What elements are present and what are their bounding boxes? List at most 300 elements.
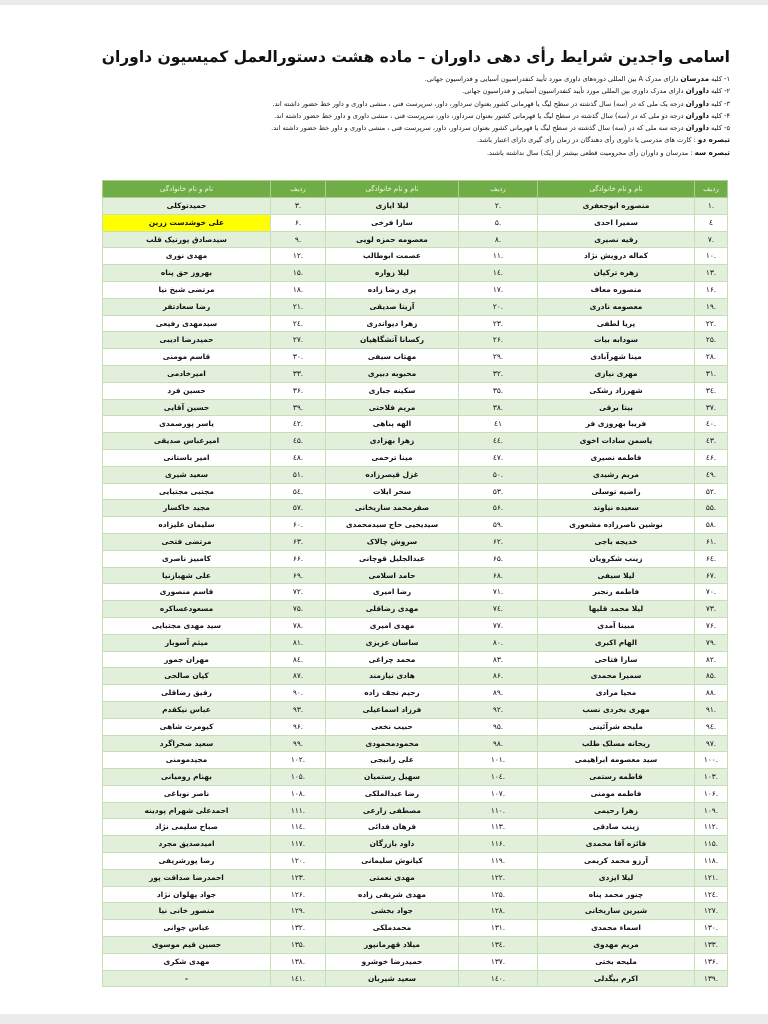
header-full-name-2: نام و نام خانوادگی: [326, 181, 459, 198]
row-number-cell: .۲۸: [695, 349, 728, 366]
full-name-cell: رضا عبدالملکی: [326, 785, 459, 802]
full-name-cell: نوشین ناصرزاده مشعوری: [538, 517, 695, 534]
full-name-cell: رحیم نجف زاده: [326, 685, 459, 702]
full-name-cell: مریم رشیدی: [538, 466, 695, 483]
row-number-cell: .۳۵: [459, 382, 538, 399]
row-number-cell: .۳۹: [271, 399, 326, 416]
top-bar: [0, 0, 768, 5]
table-row: [103, 517, 728, 534]
full-name-cell: علی رانیجی: [326, 752, 459, 769]
table-row: [103, 281, 728, 298]
row-number-cell: .۹: [271, 231, 326, 248]
row-number-cell: .۱٤۱: [271, 970, 326, 987]
row-number-cell: .۸۶: [459, 668, 538, 685]
row-number-cell: .۱۰۰: [695, 752, 728, 769]
note-bold: داوران: [685, 110, 710, 120]
full-name-cell: الهام اکبری: [538, 634, 695, 651]
row-number-cell: .۱۱۱: [271, 802, 326, 819]
note-line: [150, 134, 730, 146]
row-number-cell: .۲۱: [271, 298, 326, 315]
full-name-cell: رفیق رضاقلی: [103, 685, 271, 702]
table-row: [103, 718, 728, 735]
full-name-cell: احمدرضا صداقت پور: [103, 869, 271, 886]
row-number-cell: .۷۲: [271, 584, 326, 601]
table-row: [103, 735, 728, 752]
table-row: [103, 466, 728, 483]
full-name-cell: سعید شیری: [103, 466, 271, 483]
row-number-cell: .۶۰: [271, 517, 326, 534]
full-name-cell: میثم آسوبار: [103, 634, 271, 651]
full-name-cell: مهدی شریفی زاده: [326, 886, 459, 903]
full-name-cell: فرهان فدائی: [326, 819, 459, 836]
full-name-cell: یاسر پورصمدی: [103, 416, 271, 433]
row-number-cell: .۶۸: [459, 567, 538, 584]
row-number-cell: .۳۳: [271, 365, 326, 382]
full-name-cell: کامبیز ناصری: [103, 550, 271, 567]
row-number-cell: .۱۲۰: [271, 853, 326, 870]
row-number-cell: .۸٤: [271, 651, 326, 668]
row-number-cell: .۱۰۹: [695, 802, 728, 819]
row-number-cell: .۱۱۹: [459, 853, 538, 870]
row-number-cell: .۲۰: [459, 298, 538, 315]
row-number-cell: .۵۶: [459, 500, 538, 517]
full-name-cell: ساسان عزیزی: [326, 634, 459, 651]
row-number-cell: .۱۰۵: [271, 769, 326, 786]
full-name-cell: کماله درویش نژاد: [538, 248, 695, 265]
full-name-cell: سمیرا احدی: [538, 214, 695, 231]
row-number-cell: .۱۰۱: [459, 752, 538, 769]
table-row: [103, 483, 728, 500]
note-bold: داوران: [685, 86, 710, 96]
full-name-cell: فاطمه مومنی: [538, 785, 695, 802]
full-name-cell: سیدصادق پورنیک قلب: [103, 231, 271, 248]
row-number-cell: .۱۰۳: [695, 769, 728, 786]
full-name-cell: امیر باستانی: [103, 449, 271, 466]
full-name-cell: سهیل رستمیان: [326, 769, 459, 786]
note-bold: داوران: [685, 98, 710, 108]
row-number-cell: .۸۵: [695, 668, 728, 685]
full-name-cell: عصمت ابوطالب: [326, 248, 459, 265]
row-number-cell: .۱: [695, 198, 728, 215]
page-title: اسامی واجدین شرایط رأی دهی داوران – ماده هشت دستورالعمل کمیسیون داوران: [101, 48, 730, 66]
table-row: [103, 869, 728, 886]
note-line: [150, 122, 730, 134]
full-name-cell: سروش چالاک: [326, 533, 459, 550]
full-name-cell: سعید صحراگرد: [103, 735, 271, 752]
row-number-cell: .۱۰۷: [459, 785, 538, 802]
row-number-cell: .۱۲۷: [695, 903, 728, 920]
row-number-cell: .۶۷: [695, 567, 728, 584]
row-number-cell: .۷۵: [271, 601, 326, 618]
row-number-cell: .۸۲: [695, 651, 728, 668]
row-number-cell: .۱۱۵: [695, 836, 728, 853]
note-line: [150, 73, 730, 85]
row-number-cell: .۲: [459, 198, 538, 215]
row-number-cell: .۱۰۲: [271, 752, 326, 769]
referees-table: [102, 180, 728, 987]
row-number-cell: .۱۸: [271, 281, 326, 298]
row-number-cell: .۶: [271, 214, 326, 231]
full-name-cell: مجید خاکسار: [103, 500, 271, 517]
row-number-cell: .۸۱: [271, 634, 326, 651]
row-number-cell: ٤: [695, 214, 728, 231]
row-number-cell: .۱۲٤: [695, 886, 728, 903]
full-name-cell: مرتضی شیخ نیا: [103, 281, 271, 298]
note-prefix: ۱- کلیه: [709, 75, 730, 83]
table-row: [103, 752, 728, 769]
note-prefix: ۴- کلیه: [709, 111, 730, 120]
table-row: [103, 970, 728, 987]
full-name-cell: احمدعلی شهرام پودینه: [103, 802, 271, 819]
full-name-cell: سارا فرخی: [326, 214, 459, 231]
full-name-cell: ملیحه بختی: [538, 953, 695, 970]
note-line: [150, 147, 730, 159]
table-row: [103, 802, 728, 819]
full-name-cell: مهری بخردی نسب: [538, 701, 695, 718]
full-name-cell: لیلا زواره: [326, 265, 459, 282]
full-name-cell: بهروز حق پناه: [103, 265, 271, 282]
table-row: [103, 533, 728, 550]
header-row-number-3: ردیف: [271, 181, 326, 198]
table-row: [103, 886, 728, 903]
full-name-cell: علی خوشدست زرین: [103, 214, 271, 231]
row-number-cell: .۶۵: [459, 550, 538, 567]
row-number-cell: .۱۱۷: [271, 836, 326, 853]
row-number-cell: .۱۲۵: [459, 886, 538, 903]
table-row: [103, 853, 728, 870]
full-name-cell: زهره ترکیان: [538, 265, 695, 282]
row-number-cell: .۵۳: [459, 483, 538, 500]
row-number-cell: .۹۹: [271, 735, 326, 752]
row-number-cell: .۱۳۱: [459, 920, 538, 937]
full-name-cell: شیرین ساریخانی: [538, 903, 695, 920]
row-number-cell: .۱۲۱: [695, 869, 728, 886]
full-name-cell: محمودمحمودی: [326, 735, 459, 752]
row-number-cell: .۷۰: [695, 584, 728, 601]
full-name-cell: رضا امیری: [326, 584, 459, 601]
full-name-cell: سکینه جباری: [326, 382, 459, 399]
full-name-cell: میلاد قهرمانپور: [326, 937, 459, 954]
full-name-cell: محیا مرادی: [538, 685, 695, 702]
row-number-cell: .۱۵: [271, 265, 326, 282]
row-number-cell: .۱۳۳: [695, 937, 728, 954]
row-number-cell: .۱۰۸: [271, 785, 326, 802]
table-row: [103, 785, 728, 802]
note-text: درجه دو ملی که در (سه) سال گذشته در سطح لیگ یا قهرمانی کشور بعنوان سرداور، داور، سرپرست فنی ، منشی داوری و داور خط حضور داشته اند.: [274, 111, 686, 120]
row-number-cell: .۱۹: [695, 298, 728, 315]
note-bold: مدرسان: [680, 74, 710, 83]
table-row: [103, 365, 728, 382]
full-name-cell: مهتاب سیفی: [326, 349, 459, 366]
row-number-cell: .٤۳: [695, 433, 728, 450]
row-number-cell: .۱۱۸: [695, 853, 728, 870]
row-number-cell: .۲۶: [459, 332, 538, 349]
row-number-cell: .۸۹: [459, 685, 538, 702]
table-row: [103, 617, 728, 634]
full-name-cell: فاطمه نصیری: [538, 449, 695, 466]
row-number-cell: .٤۵: [271, 433, 326, 450]
notes-list: [150, 73, 730, 159]
table-row: [103, 937, 728, 954]
row-number-cell: .۱۷: [459, 281, 538, 298]
row-number-cell: .۱۱۳: [459, 819, 538, 836]
row-number-cell: .۶۲: [459, 533, 538, 550]
full-name-cell: سیدیحیی حاج سیدمحمدی: [326, 517, 459, 534]
full-name-cell: الهه پناهی: [326, 416, 459, 433]
note-line: [150, 85, 730, 97]
full-name-cell: مریم فلاحتی: [326, 399, 459, 416]
full-name-cell: معصومه حمزه لویی: [326, 231, 459, 248]
row-number-cell: .۵٤: [271, 483, 326, 500]
row-number-cell: .۷: [695, 231, 728, 248]
full-name-cell: مهران جمور: [103, 651, 271, 668]
row-number-cell: .۷۱: [459, 584, 538, 601]
row-number-cell: .۱۰۶: [695, 785, 728, 802]
row-number-cell: .۹۰: [271, 685, 326, 702]
full-name-cell: رکسانا آتشگاهیان: [326, 332, 459, 349]
row-number-cell: .۶۹: [271, 567, 326, 584]
full-name-cell: مجیدمومنی: [103, 752, 271, 769]
full-name-cell: لیلا محمد قلیها: [538, 601, 695, 618]
full-name-cell: لیلا ایازی: [326, 198, 459, 215]
table-row: [103, 198, 728, 215]
note-text: دارای مدرک داوری بین المللی مورد تأیید کنفدراسیون آسیایی و فدراسیون جهانی.: [462, 87, 686, 96]
table-row: [103, 685, 728, 702]
row-number-cell: .۹۶: [271, 718, 326, 735]
table-row: [103, 231, 728, 248]
full-name-cell: مرتضی فتحی: [103, 533, 271, 550]
full-name-cell: منصور خانی نیا: [103, 903, 271, 920]
full-name-cell: منصوره ابوجعفری: [538, 198, 695, 215]
row-number-cell: .۲۷: [271, 332, 326, 349]
row-number-cell: .٤۰: [695, 416, 728, 433]
full-name-cell: مینا شهرآبادی: [538, 349, 695, 366]
full-name-cell: محمد چراغی: [326, 651, 459, 668]
row-number-cell: .۱۱: [459, 248, 538, 265]
full-name-cell: مبینا آمدی: [538, 617, 695, 634]
full-name-cell: امیرعباس صدیقی: [103, 433, 271, 450]
row-number-cell: .۲۵: [695, 332, 728, 349]
header-row-number-2: ردیف: [459, 181, 538, 198]
row-number-cell: .٤۹: [695, 466, 728, 483]
full-name-cell: سحر ایلات: [326, 483, 459, 500]
bottom-bar: [0, 1014, 768, 1024]
full-name-cell: سودابه بیات: [538, 332, 695, 349]
row-number-cell: .۵۷: [271, 500, 326, 517]
full-name-cell: خدیجه باجی: [538, 533, 695, 550]
full-name-cell: سمیرا محمدی: [538, 668, 695, 685]
full-name-cell: بهنام رومیانی: [103, 769, 271, 786]
full-name-cell: عباس جوانی: [103, 920, 271, 937]
row-number-cell: .۷۳: [695, 601, 728, 618]
full-name-cell: مریم مهدوی: [538, 937, 695, 954]
table-row: [103, 601, 728, 618]
full-name-cell: زهرا دیواندری: [326, 315, 459, 332]
row-number-cell: .۳: [271, 198, 326, 215]
full-name-cell: مهدی نعمتی: [326, 869, 459, 886]
row-number-cell: .۸۷: [271, 668, 326, 685]
full-name-cell: امیرخادمی: [103, 365, 271, 382]
full-name-cell: جواد بخشی: [326, 903, 459, 920]
full-name-cell: کیانوش سلیمانی: [326, 853, 459, 870]
row-number-cell: .۸: [459, 231, 538, 248]
full-name-cell: حمیدرضا ادیبی: [103, 332, 271, 349]
note-text: : مدرسان و داوران رأی محرومیت قطعی بیشتر از (یک) سال نداشته باشند.: [486, 148, 695, 157]
row-number-cell: .۱۲۶: [271, 886, 326, 903]
table-row: [103, 701, 728, 718]
table-row: [103, 819, 728, 836]
row-number-cell: .٤۷: [459, 449, 538, 466]
row-number-cell: .۲٤: [271, 315, 326, 332]
table-row: [103, 500, 728, 517]
full-name-cell: آزیتا صدیقی: [326, 298, 459, 315]
full-name-cell: رقیه نصیری: [538, 231, 695, 248]
row-number-cell: .۱۱۰: [459, 802, 538, 819]
row-number-cell: .۱۲۲: [459, 869, 538, 886]
full-name-cell: حامد اسلامی: [326, 567, 459, 584]
full-name-cell: مهدی امیری: [326, 617, 459, 634]
full-name-cell: امیدصدیق مجرد: [103, 836, 271, 853]
table-row: [103, 651, 728, 668]
row-number-cell: .۹۳: [271, 701, 326, 718]
full-name-cell: کیان صالحی: [103, 668, 271, 685]
full-name-cell: یاسمن سادات اخوی: [538, 433, 695, 450]
full-name-cell: ملیحه شرآئینی: [538, 718, 695, 735]
row-number-cell: .٤۶: [695, 449, 728, 466]
row-number-cell: .۱۱۲: [695, 819, 728, 836]
table-row: [103, 953, 728, 970]
full-name-cell: غزل قیصرزاده: [326, 466, 459, 483]
header-full-name-1: نام و نام خانوادگی: [538, 181, 695, 198]
table-row: [103, 550, 728, 567]
row-number-cell: .۹۸: [459, 735, 538, 752]
header-row-number-1: ردیف: [695, 181, 728, 198]
row-number-cell: .۶۳: [271, 533, 326, 550]
row-number-cell: .۱۳: [695, 265, 728, 282]
table-row: [103, 382, 728, 399]
note-text: : کارت های مدرسی یا داوری رأی دهندگان در زمان رأی گیری دارای اعتبار باشد.: [477, 136, 698, 145]
full-name-cell: علی شهبازنیا: [103, 567, 271, 584]
row-number-cell: .۳۲: [459, 365, 538, 382]
full-name-cell: فرزاد اسماعیلی: [326, 701, 459, 718]
full-name-cell: اکرم بیگدلی: [538, 970, 695, 987]
table-row: [103, 416, 728, 433]
table-row: [103, 298, 728, 315]
full-name-cell: زینب صادقی: [538, 819, 695, 836]
full-name-cell: شهرزاد رشکی: [538, 382, 695, 399]
full-name-cell: عبدالجلیل قوچانی: [326, 550, 459, 567]
row-number-cell: .۳۸: [459, 399, 538, 416]
full-name-cell: فائزه آقا محمدی: [538, 836, 695, 853]
note-bold: تبصره دو: [697, 135, 730, 145]
row-number-cell: .۱۳٤: [459, 937, 538, 954]
row-number-cell: .۱۱۶: [459, 836, 538, 853]
row-number-cell: .۸۰: [459, 634, 538, 651]
full-name-cell: بیتا برقی: [538, 399, 695, 416]
row-number-cell: .۱۲: [271, 248, 326, 265]
full-name-cell: فاطمه رنجبر: [538, 584, 695, 601]
table-row: [103, 634, 728, 651]
note-line: [150, 98, 730, 110]
full-name-cell: زهرا بهزادی: [326, 433, 459, 450]
full-name-cell: لیلا ایزدی: [538, 869, 695, 886]
full-name-cell: منصوره معاف: [538, 281, 695, 298]
table-body: [103, 198, 728, 987]
row-number-cell: .۱۲۸: [459, 903, 538, 920]
note-line: [150, 110, 730, 122]
row-number-cell: .۲۲: [695, 315, 728, 332]
full-name-cell: قاسم مومنی: [103, 349, 271, 366]
full-name-cell: حمیدتوکلی: [103, 198, 271, 215]
full-name-cell: زینب شکرویان: [538, 550, 695, 567]
table-row: [103, 668, 728, 685]
row-number-cell: .۷٤: [459, 601, 538, 618]
table-row: [103, 769, 728, 786]
full-name-cell: لیلا سیفی: [538, 567, 695, 584]
row-number-cell: .۷۸: [271, 617, 326, 634]
table-header-row: [103, 181, 728, 198]
full-name-cell: مهدی شکری: [103, 953, 271, 970]
full-name-cell: سارا فتاحی: [538, 651, 695, 668]
full-name-cell: فاطمه رستمی: [538, 769, 695, 786]
row-number-cell: .۶۱: [695, 533, 728, 550]
table-row: [103, 449, 728, 466]
full-name-cell: کیومرث شاهی: [103, 718, 271, 735]
full-name-cell: حسین فرد: [103, 382, 271, 399]
full-name-cell: -: [103, 970, 271, 987]
row-number-cell: .۷۹: [695, 634, 728, 651]
table-row: [103, 315, 728, 332]
full-name-cell: ناصر نوباغی: [103, 785, 271, 802]
full-name-cell: جواد پهلوان نژاد: [103, 886, 271, 903]
full-name-cell: قاسم منصوری: [103, 584, 271, 601]
row-number-cell: .۳۰: [271, 349, 326, 366]
row-number-cell: .۵۸: [695, 517, 728, 534]
full-name-cell: زهرا رحیمی: [538, 802, 695, 819]
full-name-cell: ریحانه مسلک طلب: [538, 735, 695, 752]
table-row: [103, 265, 728, 282]
row-number-cell: .۱٤: [459, 265, 538, 282]
full-name-cell: مینا ترحمی: [326, 449, 459, 466]
full-name-cell: عباس نیکقدم: [103, 701, 271, 718]
row-number-cell: .۱۲۹: [271, 903, 326, 920]
row-number-cell: .۱۲۳: [271, 869, 326, 886]
full-name-cell: پریا لطفی: [538, 315, 695, 332]
note-text: درجه یک ملی که در (سه) سال گذشته در سطح لیگ یا قهرمانی کشور بعنوان سرداور، داور، سرپرست فنی ، منشی داوری و داور خط حضور داشته اند.: [272, 99, 686, 108]
table-row: [103, 349, 728, 366]
note-prefix: ۵- کلیه: [709, 124, 730, 133]
row-number-cell: .۱۳۵: [271, 937, 326, 954]
row-number-cell: .۳۶: [271, 382, 326, 399]
row-number-cell: .۵۲: [695, 483, 728, 500]
row-number-cell: .٤۲: [271, 416, 326, 433]
table-row: [103, 248, 728, 265]
full-name-cell: مجتبی مجتبایی: [103, 483, 271, 500]
row-number-cell: .۲۳: [459, 315, 538, 332]
row-number-cell: .۱۶: [695, 281, 728, 298]
full-name-cell: سید معصومه ابراهیمی: [538, 752, 695, 769]
full-name-cell: محمدملکی: [326, 920, 459, 937]
table-row: [103, 214, 728, 231]
note-bold: داوران: [685, 123, 710, 133]
full-name-cell: آرزو محمد کریمی: [538, 853, 695, 870]
row-number-cell: .۸۳: [459, 651, 538, 668]
row-number-cell: .۹۱: [695, 701, 728, 718]
full-name-cell: معصومه نادری: [538, 298, 695, 315]
row-number-cell: .۹٤: [695, 718, 728, 735]
full-name-cell: پری رضا زاده: [326, 281, 459, 298]
row-number-cell: .۱۰: [695, 248, 728, 265]
